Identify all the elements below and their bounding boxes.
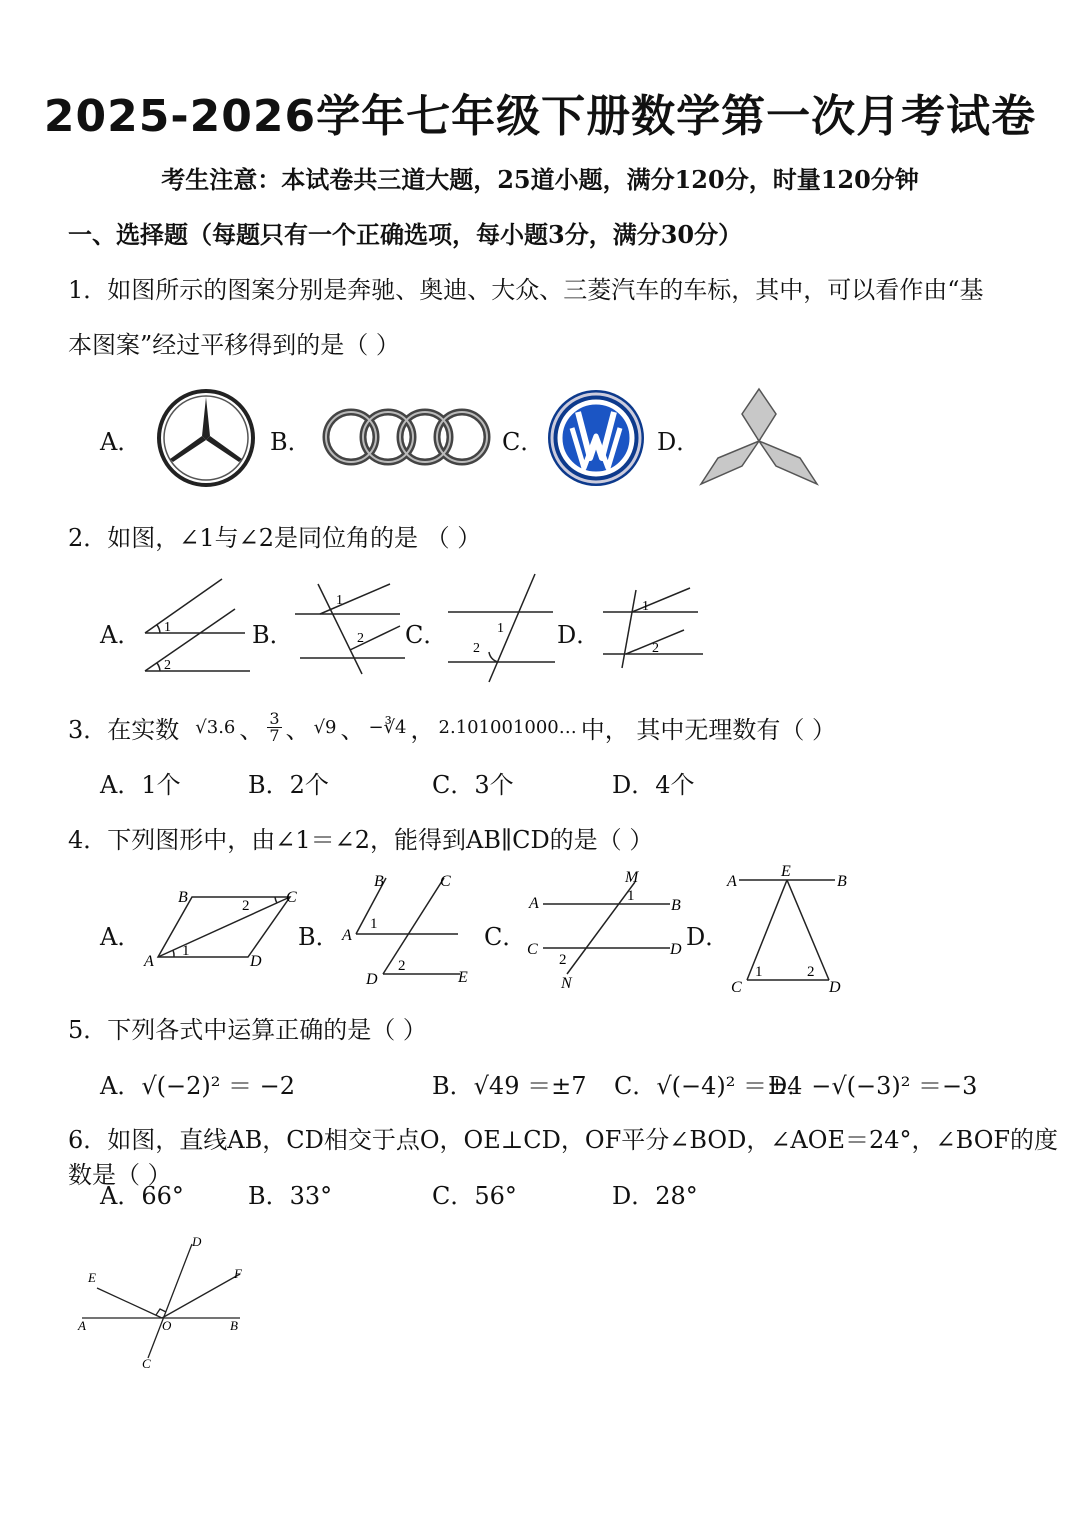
point-n-label: N (561, 975, 572, 990)
audi-logo-image (318, 405, 498, 469)
point-b-label: B (837, 873, 847, 890)
point-d-label: D (670, 941, 682, 958)
point-a-label: A (727, 873, 737, 890)
point-m-label: M (625, 869, 639, 886)
point-d-label: D (250, 953, 262, 970)
q1-text-line2: 本图案”经过平移得到的是（ ） (68, 331, 400, 359)
page-title: 2025-2026学年七年级下册数学第一次月考试卷 (43, 91, 1037, 142)
point-a-label: A (342, 927, 352, 944)
q5-option-d: D．−√(−3)² ＝−3 (768, 1072, 978, 1100)
point-c-label: C (286, 889, 297, 906)
q3-decimal: 2.101001000… (438, 717, 577, 738)
angle-1-label: 1 (755, 964, 763, 980)
q2-figure-a (140, 575, 255, 675)
q3-option-a: A．1个 (100, 771, 181, 799)
point-b-label: B (230, 1318, 238, 1333)
point-b-label: B (671, 897, 681, 914)
angle-1-label: 1 (164, 620, 171, 635)
q6-option-a: A．66° (100, 1182, 184, 1210)
q2-option-a: A． (100, 621, 142, 649)
q4-option-b: B． (298, 923, 340, 951)
angle-2-label: 2 (473, 641, 480, 656)
q1-option-d: D． (657, 428, 701, 456)
q3-separator: 、 (285, 716, 310, 744)
angle-1-label: 1 (336, 593, 343, 608)
q3-sqrt-3-6: √3.6 (195, 717, 236, 738)
q4-option-a: A． (100, 923, 142, 951)
point-c-label: C (440, 873, 451, 890)
point-a-label: A (144, 953, 154, 970)
angle-1-label: 1 (642, 599, 649, 614)
section-heading: 一、选择题（每题只有一个正确选项，每小题3分，满分30分） (68, 220, 743, 249)
q3-option-b: B．2个 (248, 771, 329, 799)
q3-option-c: C．3个 (432, 771, 514, 799)
q1-option-c: C． (502, 428, 545, 456)
angle-2-label: 2 (164, 658, 171, 673)
q3-text (68, 710, 836, 745)
q2-figure-c (443, 572, 558, 684)
angle-1-label: 1 (182, 943, 190, 959)
point-e-label: E (458, 969, 468, 986)
q3-separator: ， (410, 716, 435, 744)
point-b-label: B (374, 873, 384, 890)
point-e-label: E (781, 863, 791, 880)
q4-figure-d (725, 862, 855, 998)
q1-option-b: B． (270, 428, 312, 456)
q4-text: 4．下列图形中，由∠1＝∠2，能得到AB∥CD的是（ ） (68, 826, 654, 854)
q6-option-d: D．28° (612, 1182, 698, 1210)
q3-option-d: D．4个 (612, 771, 695, 799)
point-b-label: B (178, 889, 188, 906)
q2-option-d: D． (557, 621, 601, 649)
point-c-label: C (527, 941, 538, 958)
q1-text-line1: 1．如图所示的图案分别是奔驰、奥迪、大众、三菱汽车的车标，其中，可以看作由“基 (68, 276, 984, 304)
q3-prefix: 3．在实数 (68, 716, 180, 744)
q3-separator: 、 (239, 716, 264, 744)
q2-text: 2．如图，∠1与∠2是同位角的是 （ ） (68, 524, 482, 552)
q3-cbrt-4: −∛4 (368, 717, 407, 738)
angle-1-label: 1 (497, 621, 504, 636)
q3-separator: 、 (340, 716, 365, 744)
q4-option-c: C． (484, 923, 527, 951)
point-c-label: C (731, 979, 742, 996)
point-o-label: O (162, 1318, 172, 1333)
q6-text: 6．如图，直线AB，CD相交于点O，OE⊥CD，OF平分∠BOD，∠AOE＝24°，∠BOF的度数是（ ） (68, 1126, 1059, 1189)
q2-option-b: B． (252, 621, 294, 649)
angle-1-label: 1 (627, 888, 635, 904)
fraction-numerator: 3 (269, 709, 280, 728)
point-d-label: D (366, 971, 378, 988)
volkswagen-logo-image (545, 388, 647, 488)
exam-notice: 考生注意：本试卷共三道大题，25道小题，满分120分，时量120分钟 (161, 165, 919, 194)
angle-1-label: 1 (370, 916, 378, 932)
q2-option-c: C． (405, 621, 448, 649)
q5-option-c: C．√(−4)² ＝±4 (614, 1072, 803, 1100)
q6-option-c: C．56° (432, 1182, 517, 1210)
point-e-label: E (88, 1270, 96, 1285)
q5-option-b: B．√49 ＝±7 (432, 1072, 587, 1100)
fraction-denominator: 7 (269, 726, 280, 745)
point-a-label: A (529, 895, 539, 912)
angle-2-label: 2 (357, 631, 364, 646)
q3-question-end: 中， 其中无理数有（ ） (580, 716, 837, 744)
point-d-label: D (829, 979, 841, 996)
q6-option-b: B．33° (248, 1182, 333, 1210)
q6-figure (72, 1230, 257, 1375)
q2-figure-b (290, 578, 410, 678)
q1-option-a: A． (100, 428, 142, 456)
q4-figure-a (140, 882, 305, 972)
mitsubishi-logo-image (698, 386, 820, 488)
point-f-label: F (234, 1266, 242, 1281)
mercedes-logo-image (155, 388, 257, 488)
q2-figure-d (598, 580, 708, 672)
q5-text: 5．下列各式中运算正确的是（ ） (68, 1016, 427, 1044)
q4-figure-b (338, 868, 473, 990)
angle-2-label: 2 (242, 898, 250, 914)
angle-2-label: 2 (652, 641, 659, 656)
point-c-label: C (142, 1356, 151, 1371)
q4-figure-c (525, 866, 690, 990)
point-d-label: D (192, 1234, 202, 1249)
q4-option-d: D． (686, 923, 730, 951)
angle-2-label: 2 (398, 958, 406, 974)
q3-sqrt-9: √9 (313, 717, 337, 738)
q5-option-a: A．√(−2)² ＝ −2 (100, 1072, 295, 1100)
point-a-label: A (78, 1318, 86, 1333)
q3-fraction (267, 711, 281, 744)
angle-2-label: 2 (559, 952, 567, 968)
angle-2-label: 2 (807, 964, 815, 980)
